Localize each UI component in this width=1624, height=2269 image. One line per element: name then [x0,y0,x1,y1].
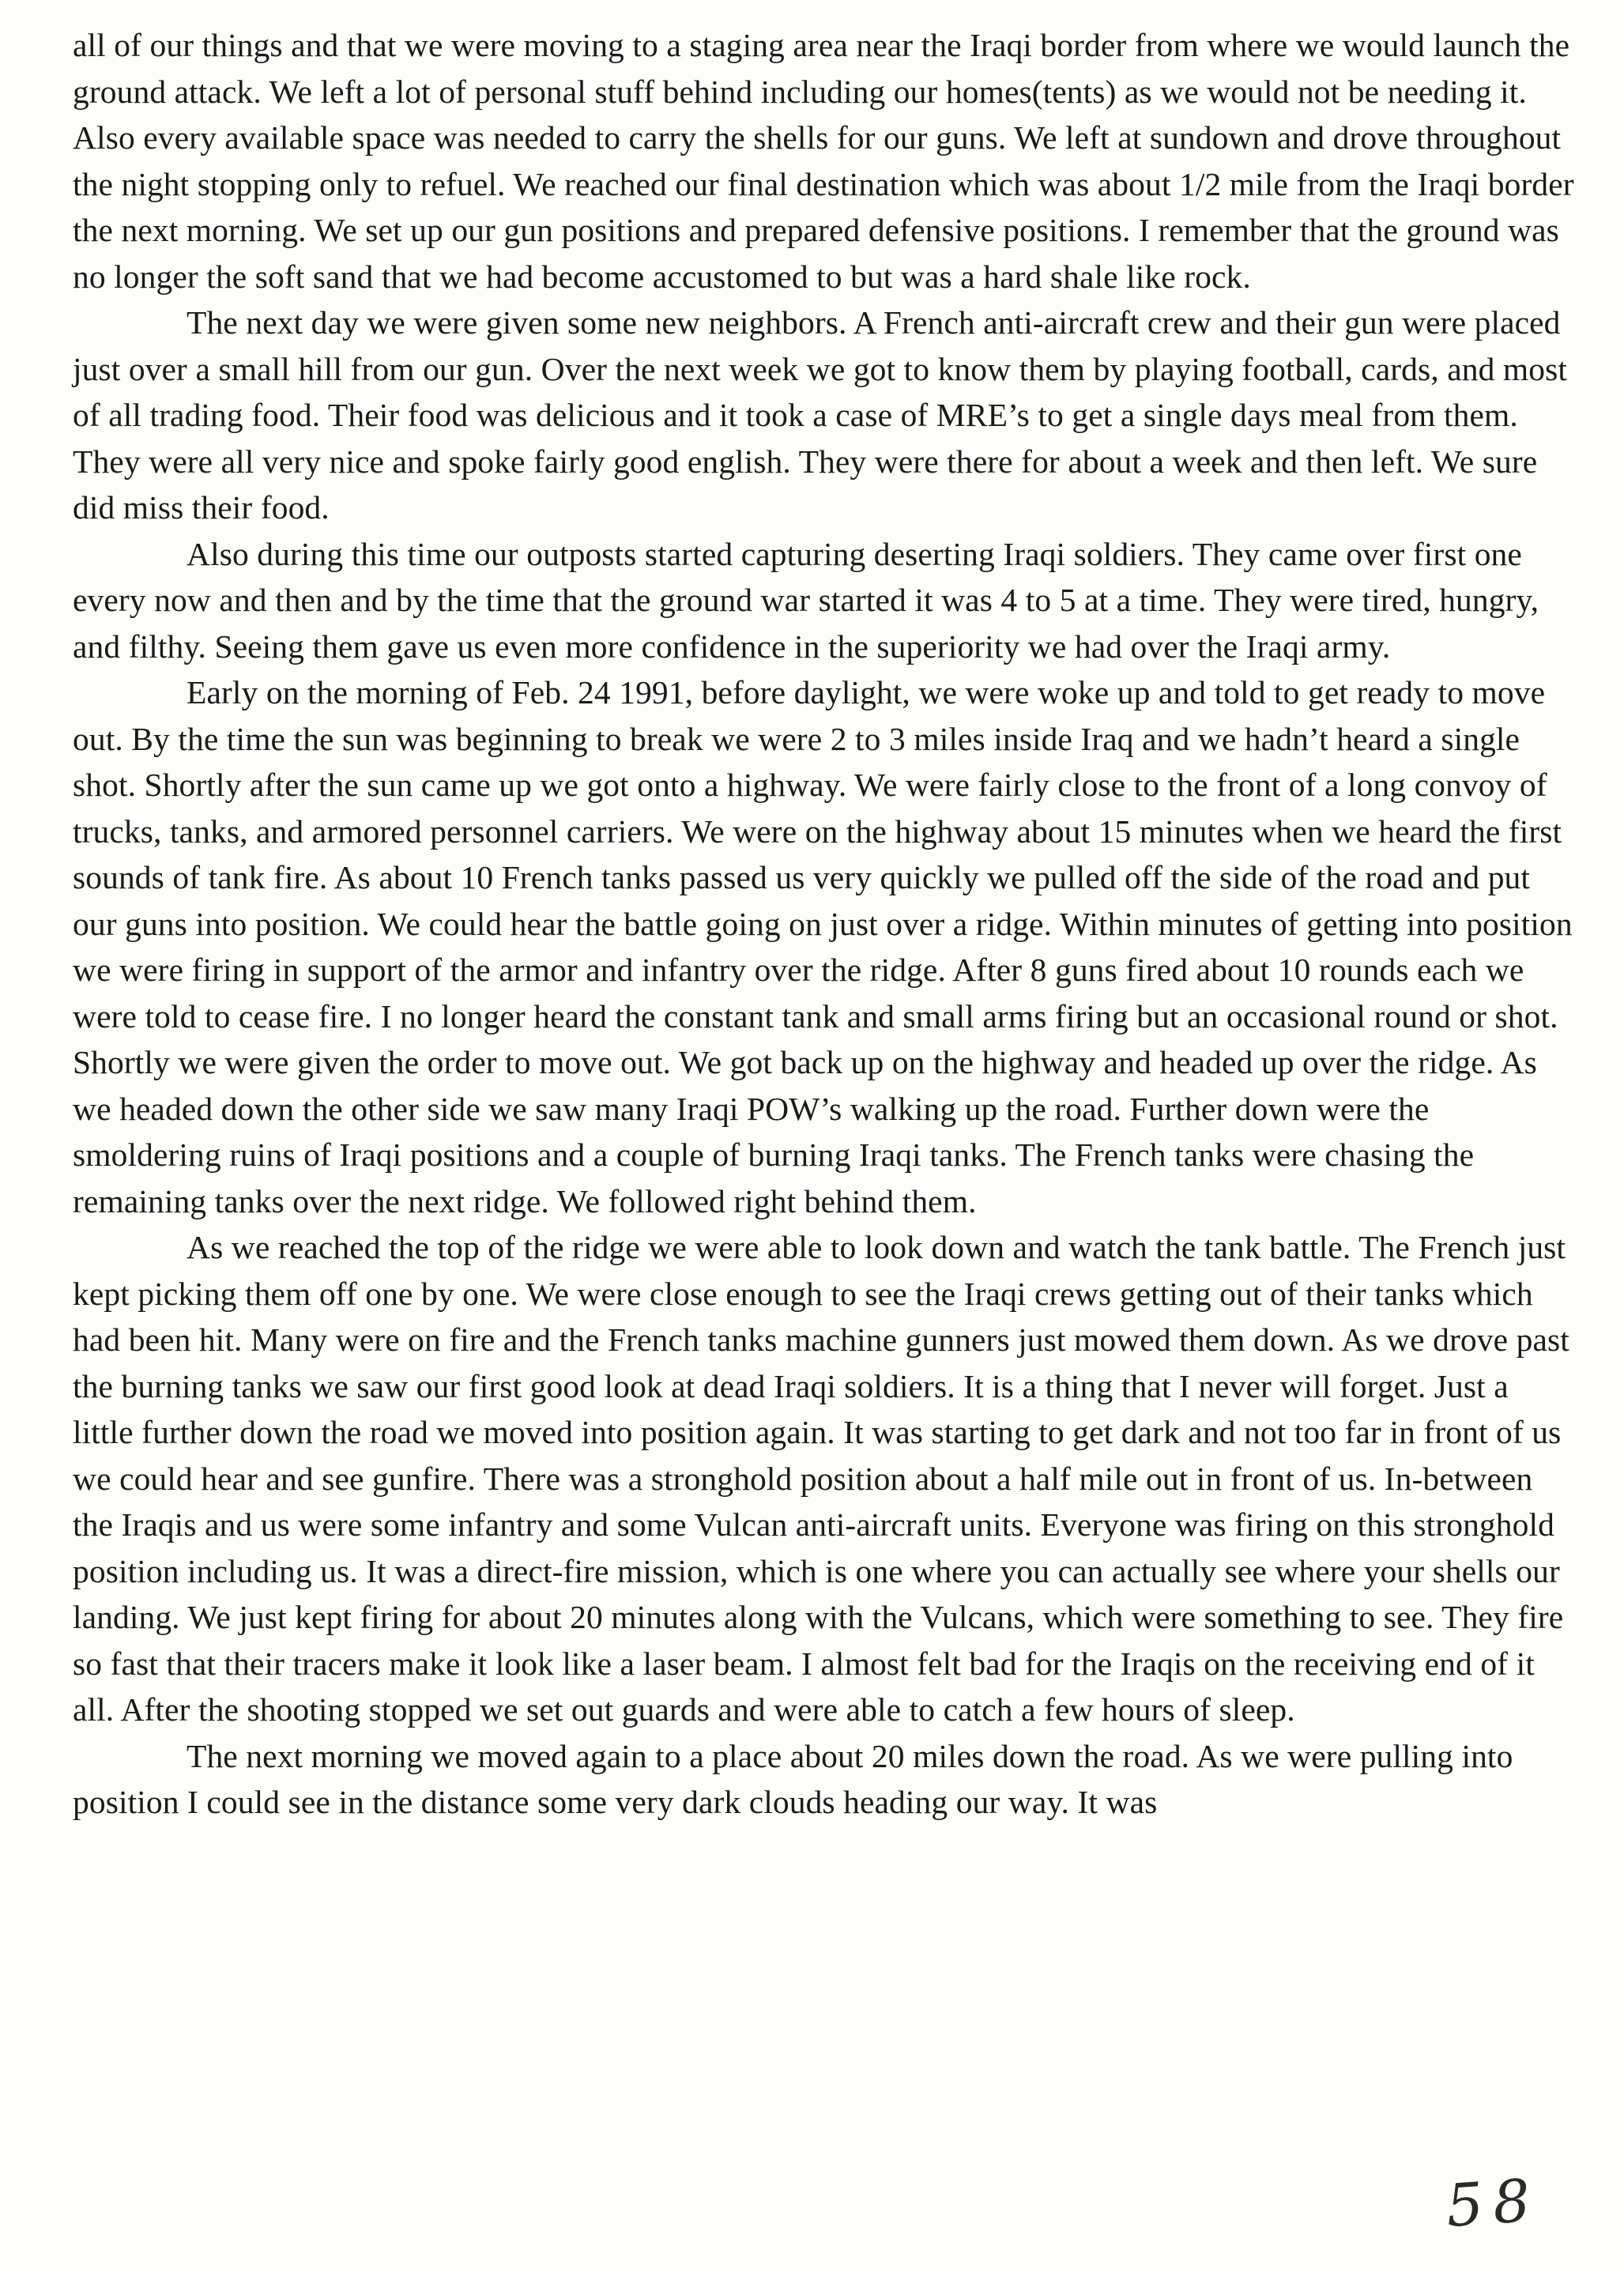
paragraph-2: The next day we were given some new neighbors. A French anti-aircraft crew and their gun were placed just over a small hill from our gun. Over the next week we got to know them by playing football, cards, and most of all trading food. Their food was delicious and it took a case of MRE’s to get a single days meal from them. They were all very nice and spoke fairly good english. They were there for about a week and then left. We sure did miss their food. [73,304,1567,526]
body-text [73,22,1574,1826]
paragraph-5: As we reached the top of the ridge we were able to look down and watch the tank battle. The French just kept picking them off one by one. We were close enough to see the Iraqi crews getting out of their tanks which had been hit. Many were on fire and the French tanks machine gunners just mowed them down. As we drove past the burning tanks we saw our first good look at dead Iraqi soldiers. It is a thing that I never will forget. Just a little further down the road we moved into position again. It was starting to get dark and not too far in front of us we could hear and see gunfire. There was a stronghold position about a half mile out in front of us. In-between the Iraqis and us were some infantry and some Vulcan anti-aircraft units. Everyone was firing on this stronghold position including us. It was a direct-fire mission, which is one where you can actually see where your shells our landing. We just kept firing for about 20 minutes along with the Vulcans, which were something to see. They fire so fast that their tracers make it look like a laser beam. I almost felt bad for the Iraqis on the receiving end of it all. After the shooting stopped we set out guards and were able to catch a few hours of sleep. [73,1229,1569,1728]
paragraph-1: all of our things and that we were moving to a staging area near the Iraqi border from where we would launch the ground attack. We left a lot of personal stuff behind including our homes(tents) as we would not be needing it. Also every available space was needed to carry the shells for our guns. We left at sundown and drove throughout the night stopping only to refuel. We reached our final destination which was about 1/2 mile from the Iraqi border the next morning. We set up our gun positions and prepared defensive positions. I remember that the ground was no longer the soft sand that we had become accustomed to but was a hard shale like rock. [73,27,1574,295]
paragraph-6: The next morning we moved again to a place about 20 miles down the road. As we were pulling into position I could see in the distance some very dark clouds heading our way. It was [73,1737,1513,1820]
paragraph-4: Early on the morning of Feb. 24 1991, before daylight, we were woke up and told to get ready to move out. By the time the sun was beginning to break we were 2 to 3 miles inside Iraq and we hadn’t heard a single shot. Shortly after the sun came up we got onto a highway. We were fairly close to the front of a long convoy of trucks, tanks, and armored personnel carriers. We were on the highway about 15 minutes when we heard the first sounds of tank fire. As about 10 French tanks passed us very quickly we pulled off the side of the road and put our guns into position. We could hear the battle going on just over a ridge. Within minutes of getting into position we were firing in support of the armor and infantry over the ridge. After 8 guns fired about 10 rounds each we were told to cease fire. I no longer heard the constant tank and small arms firing but an occasional round or shot. Shortly we were given the order to move out. We got back up on the highway and headed up over the ridge. As we headed down the other side we saw many Iraqi POW’s walking up the road. Further down were the smoldering ruins of Iraqi positions and a couple of burning Iraqi tanks. The French tanks were chasing the remaining tanks over the next ridge. We followed right behind them. [73,674,1573,1219]
handwritten-page-number: 58 [1444,2165,1543,2241]
paragraph-3: Also during this time our outposts started capturing deserting Iraqi soldiers. They came over first one every now and then and by the time that the ground war started it was 4 to 5 at a time. They were tired, hungry, and filthy. Seeing them gave us even more confidence in the superiority we had over the Iraqi army. [73,535,1539,665]
